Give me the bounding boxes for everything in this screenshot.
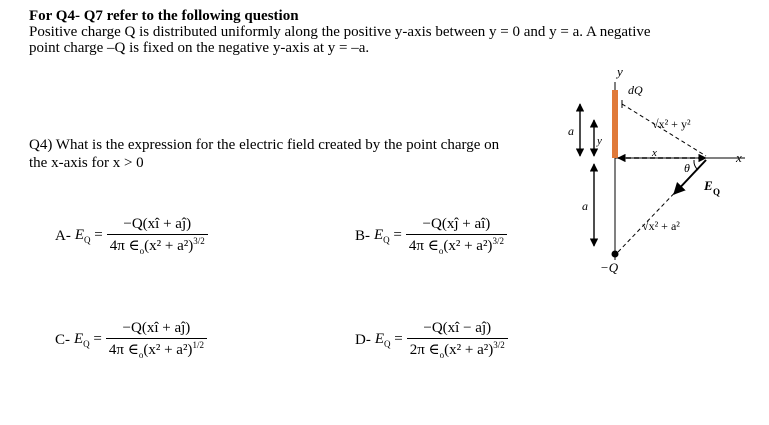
a-top-label: a [568,124,574,138]
problem-statement [29,8,651,56]
option-b-numerator: −Q(xĵ + aî) [406,216,507,235]
denominator-exponent: 3/2 [492,236,504,246]
e-vector-symbol: E [374,331,384,347]
option-b-lhs: $E_Q$ = [374,227,402,245]
option-b[interactable] [355,216,507,256]
option-c[interactable] [55,320,207,360]
e-subscript: Q [83,339,90,349]
denominator-exponent: 3/2 [493,340,505,350]
option-d[interactable] [355,320,508,360]
option-d-fraction [407,320,508,360]
e-subscript: Q [384,339,391,349]
x-axis-label: x [736,150,742,165]
denominator-prefix: 4π ∈ [109,238,140,254]
e-vector-symbol: E [74,227,84,243]
option-d-label: D- [355,331,371,348]
option-c-lhs: $E_Q$ = [74,331,102,349]
denominator-base: (x² + a²) [444,342,494,358]
field-subscript: Q [713,187,721,197]
option-b-fraction [406,216,507,256]
negative-charge-dot [612,251,619,258]
option-a-label: A- [55,227,71,244]
e-subscript: Q [383,235,390,245]
option-d-numerator: −Q(xî − aĵ) [407,320,508,339]
dq-label: dQ [628,83,643,97]
denominator-exponent: 1/2 [192,340,204,350]
option-c-denominator: 4π $\in_o(x^2 + a^2)^{1/2}$ [108,340,204,360]
theta-label: θ [684,161,690,175]
charged-rod [612,90,618,158]
e-vector-symbol: E [374,227,384,243]
charge-figure [560,60,760,275]
field-vector-arrow [674,160,706,194]
denominator-prefix: 4π ∈ [108,342,139,358]
option-b-label: B- [355,227,370,244]
question-line-2: the x-axis for x > 0 [29,155,144,171]
option-a-fraction [107,216,208,256]
problem-text-line-2: point charge –Q is fixed on the negative y-axis at y = –a. [29,40,370,56]
option-c-numerator: −Q(xî + aĵ) [106,320,207,339]
y-axis-label: y [617,64,623,79]
e-subscript: Q [84,235,91,245]
denominator-base: (x² + a²) [144,238,194,254]
denominator-base: (x² + a²) [443,238,493,254]
denominator-base: (x² + a²) [143,342,193,358]
denominator-exponent: 3/2 [193,236,205,246]
denominator-prefix: 4π ∈ [408,238,439,254]
option-c-fraction [106,320,207,360]
x-distance-label: x [652,147,657,159]
option-d-denominator: 2π $\in_o(x^2 + a^2)^{3/2}$ [409,340,505,360]
question-q4 [29,136,549,172]
option-c-label: C- [55,331,70,348]
distance-upper-label: √x² + y² [652,117,691,131]
option-a-numerator: −Q(xî + aĵ) [107,216,208,235]
y-distance-label: y [597,135,602,147]
distance-lower-label: √x² + a² [642,219,680,233]
denominator-prefix: 2π ∈ [409,342,440,358]
problem-text-line-1: Positive charge Q is distributed uniformly along the positive y-axis between y = 0 and y = a. A negative [29,24,651,40]
option-d-lhs: $E_Q$ = [374,331,403,349]
e-vector-symbol: E [74,331,84,347]
option-a-denominator: 4π $\in_o(x^2 + a^2)^{3/2}$ [109,236,205,256]
question-line-1: Q4) What is the expression for the electric field created by the point charge on [29,137,500,153]
problem-title: For Q4- Q7 refer to the following question [29,8,299,24]
option-a-lhs: $E_Q$ = [74,227,103,245]
a-bottom-label: a [582,199,588,213]
option-b-denominator: 4π $\in_o(x^2 + a^2)^{3/2}$ [408,236,504,256]
negative-charge-label: −Q [600,260,619,275]
option-a[interactable] [55,216,208,256]
field-label: E [704,178,713,193]
